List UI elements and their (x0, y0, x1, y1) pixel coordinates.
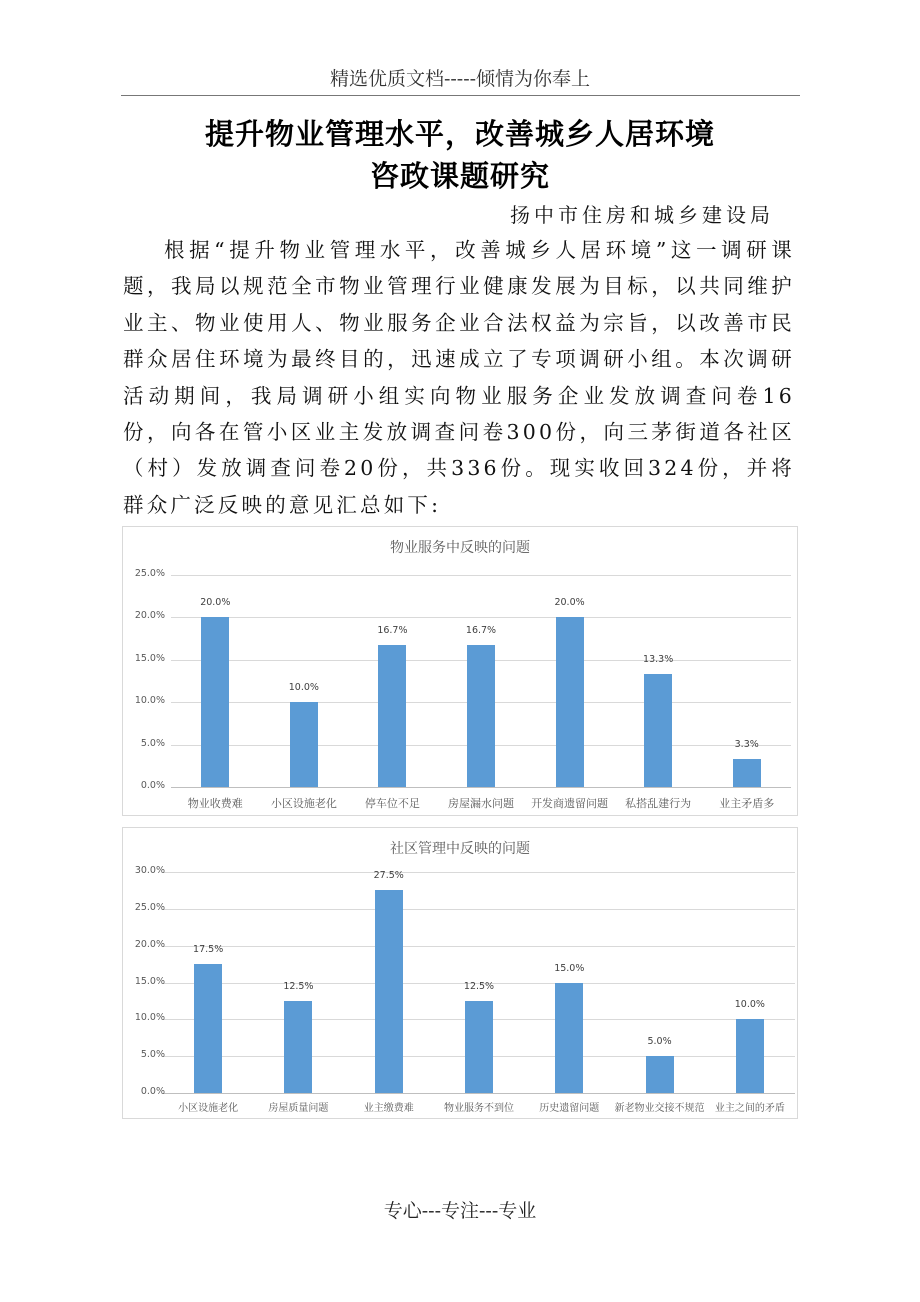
data-label: 12.5% (463, 980, 495, 992)
plot-area (134, 568, 791, 810)
document-title-line2: 咨政课题研究 (369, 159, 550, 193)
data-label: 16.7% (465, 625, 497, 637)
x-category-label: 业主缴费难 (363, 1103, 414, 1114)
x-category-label: 小区设施老化 (178, 1103, 239, 1114)
data-label: 3.3% (734, 739, 759, 751)
y-tick-label: 30.0% (134, 865, 165, 876)
x-category-label: 小区设施老化 (270, 797, 337, 810)
y-tick-label: 20.0% (134, 610, 165, 622)
plot-area (134, 865, 795, 1114)
y-tick-label: 5.0% (140, 1049, 165, 1061)
bar (736, 1019, 764, 1093)
gridline (171, 575, 791, 576)
x-category-label: 房屋漏水问题 (448, 797, 514, 810)
gridline (163, 872, 795, 873)
chart-title: 社区管理中反映的问题 (390, 841, 530, 857)
y-tick-label: 0.0% (140, 780, 165, 791)
bar (556, 617, 584, 787)
chart-property-service-issues (122, 526, 798, 816)
x-category-label: 物业收费难 (187, 797, 243, 810)
header-divider (121, 95, 800, 96)
y-tick-label: 0.0% (140, 1086, 165, 1097)
bar (378, 645, 406, 787)
data-label: 10.0% (734, 999, 765, 1011)
bar (375, 890, 403, 1093)
data-label: 5.0% (647, 1036, 672, 1048)
y-tick-label: 15.0% (134, 652, 165, 664)
bar (465, 1001, 493, 1093)
x-category-label: 业主矛盾多 (719, 797, 775, 810)
x-category-label: 历史遗留问题 (539, 1103, 600, 1114)
organization-name: 扬中市住房和城乡建设局 (510, 203, 774, 227)
bar (467, 645, 495, 787)
x-category-label: 私搭乱建行为 (625, 797, 692, 810)
x-category-label: 开发商遗留问题 (531, 797, 609, 810)
x-category-label: 停车位不足 (364, 797, 420, 810)
bar (194, 964, 222, 1093)
data-label: 13.3% (643, 654, 674, 666)
gridline (163, 909, 795, 910)
data-label: 17.5% (193, 944, 224, 956)
bar (201, 617, 229, 787)
x-category-label: 物业服务不到位 (444, 1103, 514, 1114)
bar (555, 983, 583, 1094)
y-tick-label: 15.0% (134, 975, 165, 987)
y-tick-label: 25.0% (134, 901, 165, 913)
y-tick-label: 25.0% (134, 568, 165, 579)
chart-community-management-issues (122, 827, 798, 1119)
bar (290, 702, 318, 787)
bar (646, 1056, 674, 1093)
data-label: 20.0% (200, 597, 231, 609)
data-label: 27.5% (373, 870, 404, 882)
chart-title: 物业服务中反映的问题 (390, 540, 530, 556)
data-label: 16.7% (377, 625, 408, 637)
x-category-label: 房屋质量问题 (268, 1103, 329, 1114)
gridline (171, 617, 791, 618)
data-label: 10.0% (288, 682, 319, 694)
x-axis-line (171, 787, 791, 788)
bar (644, 674, 672, 787)
page-header: 精选优质文档-----倾情为你奉上 (329, 68, 591, 90)
bar (284, 1001, 312, 1093)
body-text (123, 232, 795, 523)
x-category-label: 业主之间的矛盾 (714, 1103, 785, 1114)
intro-paragraph: 根据“提升物业管理水平，改善城乡人居环境”这一调研课题，我局以规范全市物业管理行业健康发展为目标，以共同维护业主、物业使用人、物业服务企业合法权益为宗旨，以改善市民群众居住环境为最终目的，迅速成立了专项调研小组。本次调研活动期间，我局调研小组实向物业服务企业发放调查问卷16份，向各在管小区业主发放调查问卷300份，向三茅街道各社区（村）发放调查问卷20份，共336份。现实收回324份，并将群众广泛反映的意见汇总如下: (123, 238, 795, 517)
data-label: 15.0% (554, 962, 585, 974)
x-axis-line (163, 1093, 795, 1094)
gridline (163, 946, 795, 947)
page-footer: 专心---专注---专业 (383, 1200, 537, 1222)
data-label: 20.0% (554, 597, 585, 609)
y-tick-label: 10.0% (134, 695, 165, 707)
data-label: 12.5% (283, 980, 314, 992)
x-category-label: 新老物业交接不规范 (614, 1103, 705, 1114)
document-title-line1: 提升物业管理水平，改善城乡人居环境 (204, 117, 715, 151)
bar (733, 759, 761, 787)
y-tick-label: 10.0% (134, 1012, 165, 1024)
y-tick-label: 20.0% (134, 938, 165, 950)
y-tick-label: 5.0% (140, 737, 165, 749)
